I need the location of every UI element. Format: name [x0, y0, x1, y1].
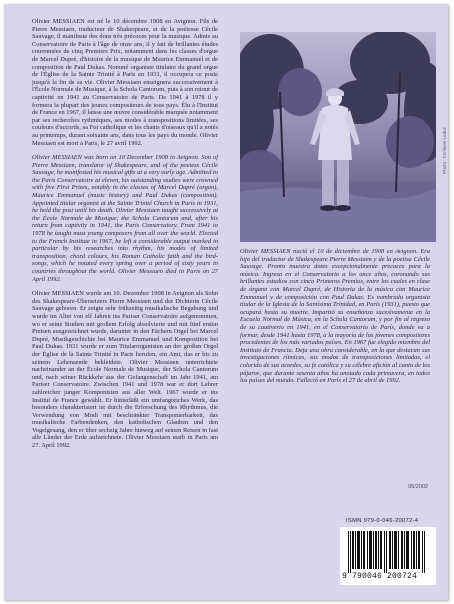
bio-french: Olivier MESSIAEN est né le 10 décembre 1908 en Avignon. Fils de Pierre Messiaen, traducteur de Shakespeare, et de la poétesse Cécile Sauvage, il manifeste des dons très précoces pour la musique. Admis au Conservatoire de Paris à l'âge de onze ans, il y fait de brillantes études couronnées de cinq Premiers Prix, notamment dans les classes d'orgue de Marcel Dupré, d'histoire de la musique de Maurice Emmanuel et de composition de Paul Dukas. Nommé organiste titulaire du grand orgue de l'Église de la Sainte Trinité à Paris en 1931, il occupera ce poste jusqu'à la fin de sa vie. Olivier Messiaen enseignera successivement à l'École Normale de Musique, à la Schola Cantorum, puis à son retour de captivité en 1941 au Conservatoire de Paris. De 1941 à 1978 il y formera la plupart des jeunes compositeurs de tous pays. Élu à l'Institut de France en 1967, il laisse une œuvre considérable marquée notamment par ses recherches rythmiques, ses modes à transpositions limitées, ses couleurs d'accords, sa Foi catholique et les chants d'oiseaux qu'il a notés au printemps, durant soixante ans, dans tous les pays du monde. Olivier Messiaen est mort à Paris, le 27 avril 1992.: [32, 18, 218, 147]
left-text-column: [32, 18, 218, 457]
photo-illustration: [240, 32, 436, 242]
bio-english: Olivier MESSIAEN was born on 10 December 1908 in Avignon. Son of Pierre Messiaen, translator of Shakespeare, and of the poetess Cécile Sauvage, he manifested his musical gifts at a very early age. Admitted to the Paris Conservatoire at eleven, his outstanding studies were crowned with five First Prizes, notably in the classes of Marcel Dupré (organ), Maurice Emmanuel (music history) and Paul Dukas (composition). Appointed titular organist at the Sainte Trinité Church in Paris in 1931, he held the post until his death. Olivier Messiaen taught successively at the École Normale de Musique, the Schola Cantorum and, after his return from captivity in 1941, the Paris Conservatory. From 1941 to 1978 he taught most young composers from all over the world. Elected to the French Institute in 1967, he left a considerable output marked in particular by his researches into rhythm, his modes of limited transposition, chord colours, his Roman Catholic faith and the bird-songs, which he notated every spring over a period of sixty years in countries throughout the world. Olivier Messiaen died in Paris on 27 April 1992.: [32, 154, 218, 283]
photo-credit: Photo : Archives Leduc: [442, 127, 447, 174]
ismn-label: ISMN 979-0-046-20072-4: [346, 518, 419, 524]
composer-photo: [240, 32, 436, 242]
back-cover: [4, 4, 448, 600]
bio-german: Olivier MESSIAEN wurde am 10. Dezember 1908 in Avignon als Sohn des Shakespeare-Übersetzers Pierre Messiaen und der Dichterin Cécile Sauvage geboren. Er zeigte sehr frühzeitig musikalische Begabung und wurde im Alter von elf Jahren ins Pariser Conservatoire aufgenommen, wo er seine Studien mit großem Erfolg absolvierte und mit fünf ersten Preisen ausgezeichnet wurde, darunter in den Fächern Orgel bei Marcel Dupré, Musikgeschichte bei Maurice Emmanuel und Komposition bei Paul Dukas. 1931 wurde er zum Titularorganisten an der großen Orgel der Église de la Sainte Trinité in Paris berufen, ein Amt, das er bis zu seinem Lebensende bekleidete. Olivier Messiaen unterrichtete nacheinander an der École Normale de Musique, der Schola Cantorum und, nach seiner Rückkehr aus der Gefangenschaft im Jahr 1941, am Pariser Conservatoire. Zwischen 1941 und 1978 war er dort Lehrer zahlreicher junger Komponisten aus aller Welt. 1967 wurde er ins Institut de France gewählt. Er hinterläßt ein umfangreiches Werk, das besonders charakterisiert ist durch die Erforschung des Rhythmus, die Verwendung von Modi mit beschränkter Transponierbarkeit, das musikalische Farbendenken, den katholischen Glauben und den Vogelgesang, den er über sechzig Jahre hinweg auf seinen Reisen in fast alle Länder der Erde aufzeichnete. Olivier Messiaen starb in Paris am 27. April 1992.: [32, 290, 218, 450]
product-code: 05/2002: [408, 484, 428, 490]
barcode-bars: [340, 527, 436, 573]
bio-spanish: Olivier MESSIAEN nació el 10 de diciembre de 1908 en Avignon. Era hijo del traductor de Shakespeare Pierre Messiaen y de la poetisa Cécile Sauvage. Pronto muestra dotes excepcionalmente precoces para la música. Ingresa en el Conservatorio a los once años, coronando sus brillantes estudios con cinco Primeros Premios, entre los cuales en clase de órgano con Marcel Dupré, de Historia de la música con Maurice Emmanuel y de composición con Paul Dukas. Es nombrado organista titular de la Iglesia de la Santísima Trinidad, en París (1931), puesto que ocupará hasta su muerte. Impartió su enseñanza sucesivamente en la Escuela Normal de Música, en la Schola Cantorum, y por fin al regreso de su cautiverio en 1941, en el Conservatorio de París, donde va a formar, desde 1941 hasta 1978, a la mayoría de los jóvenes compositores procedentes de los más variados países. En 1967 fue elegido miembro del Instituto de Francia. Deja una obra considerable, en la que destacan sus investigaciones rítmicas, sus modos de transposiciones limitadas, el colorido de sus acordes, su fe católica y su célebre afición al canto de los pájaros, que durante sesenta años ha anotado cada primavera, en todos los países del mundo. Falleció en París el 27 de abril de 1992.: [240, 248, 430, 385]
right-text-column: [240, 248, 430, 392]
barcode-digits: 9 790046 200724: [342, 572, 418, 581]
barcode: [340, 527, 436, 585]
